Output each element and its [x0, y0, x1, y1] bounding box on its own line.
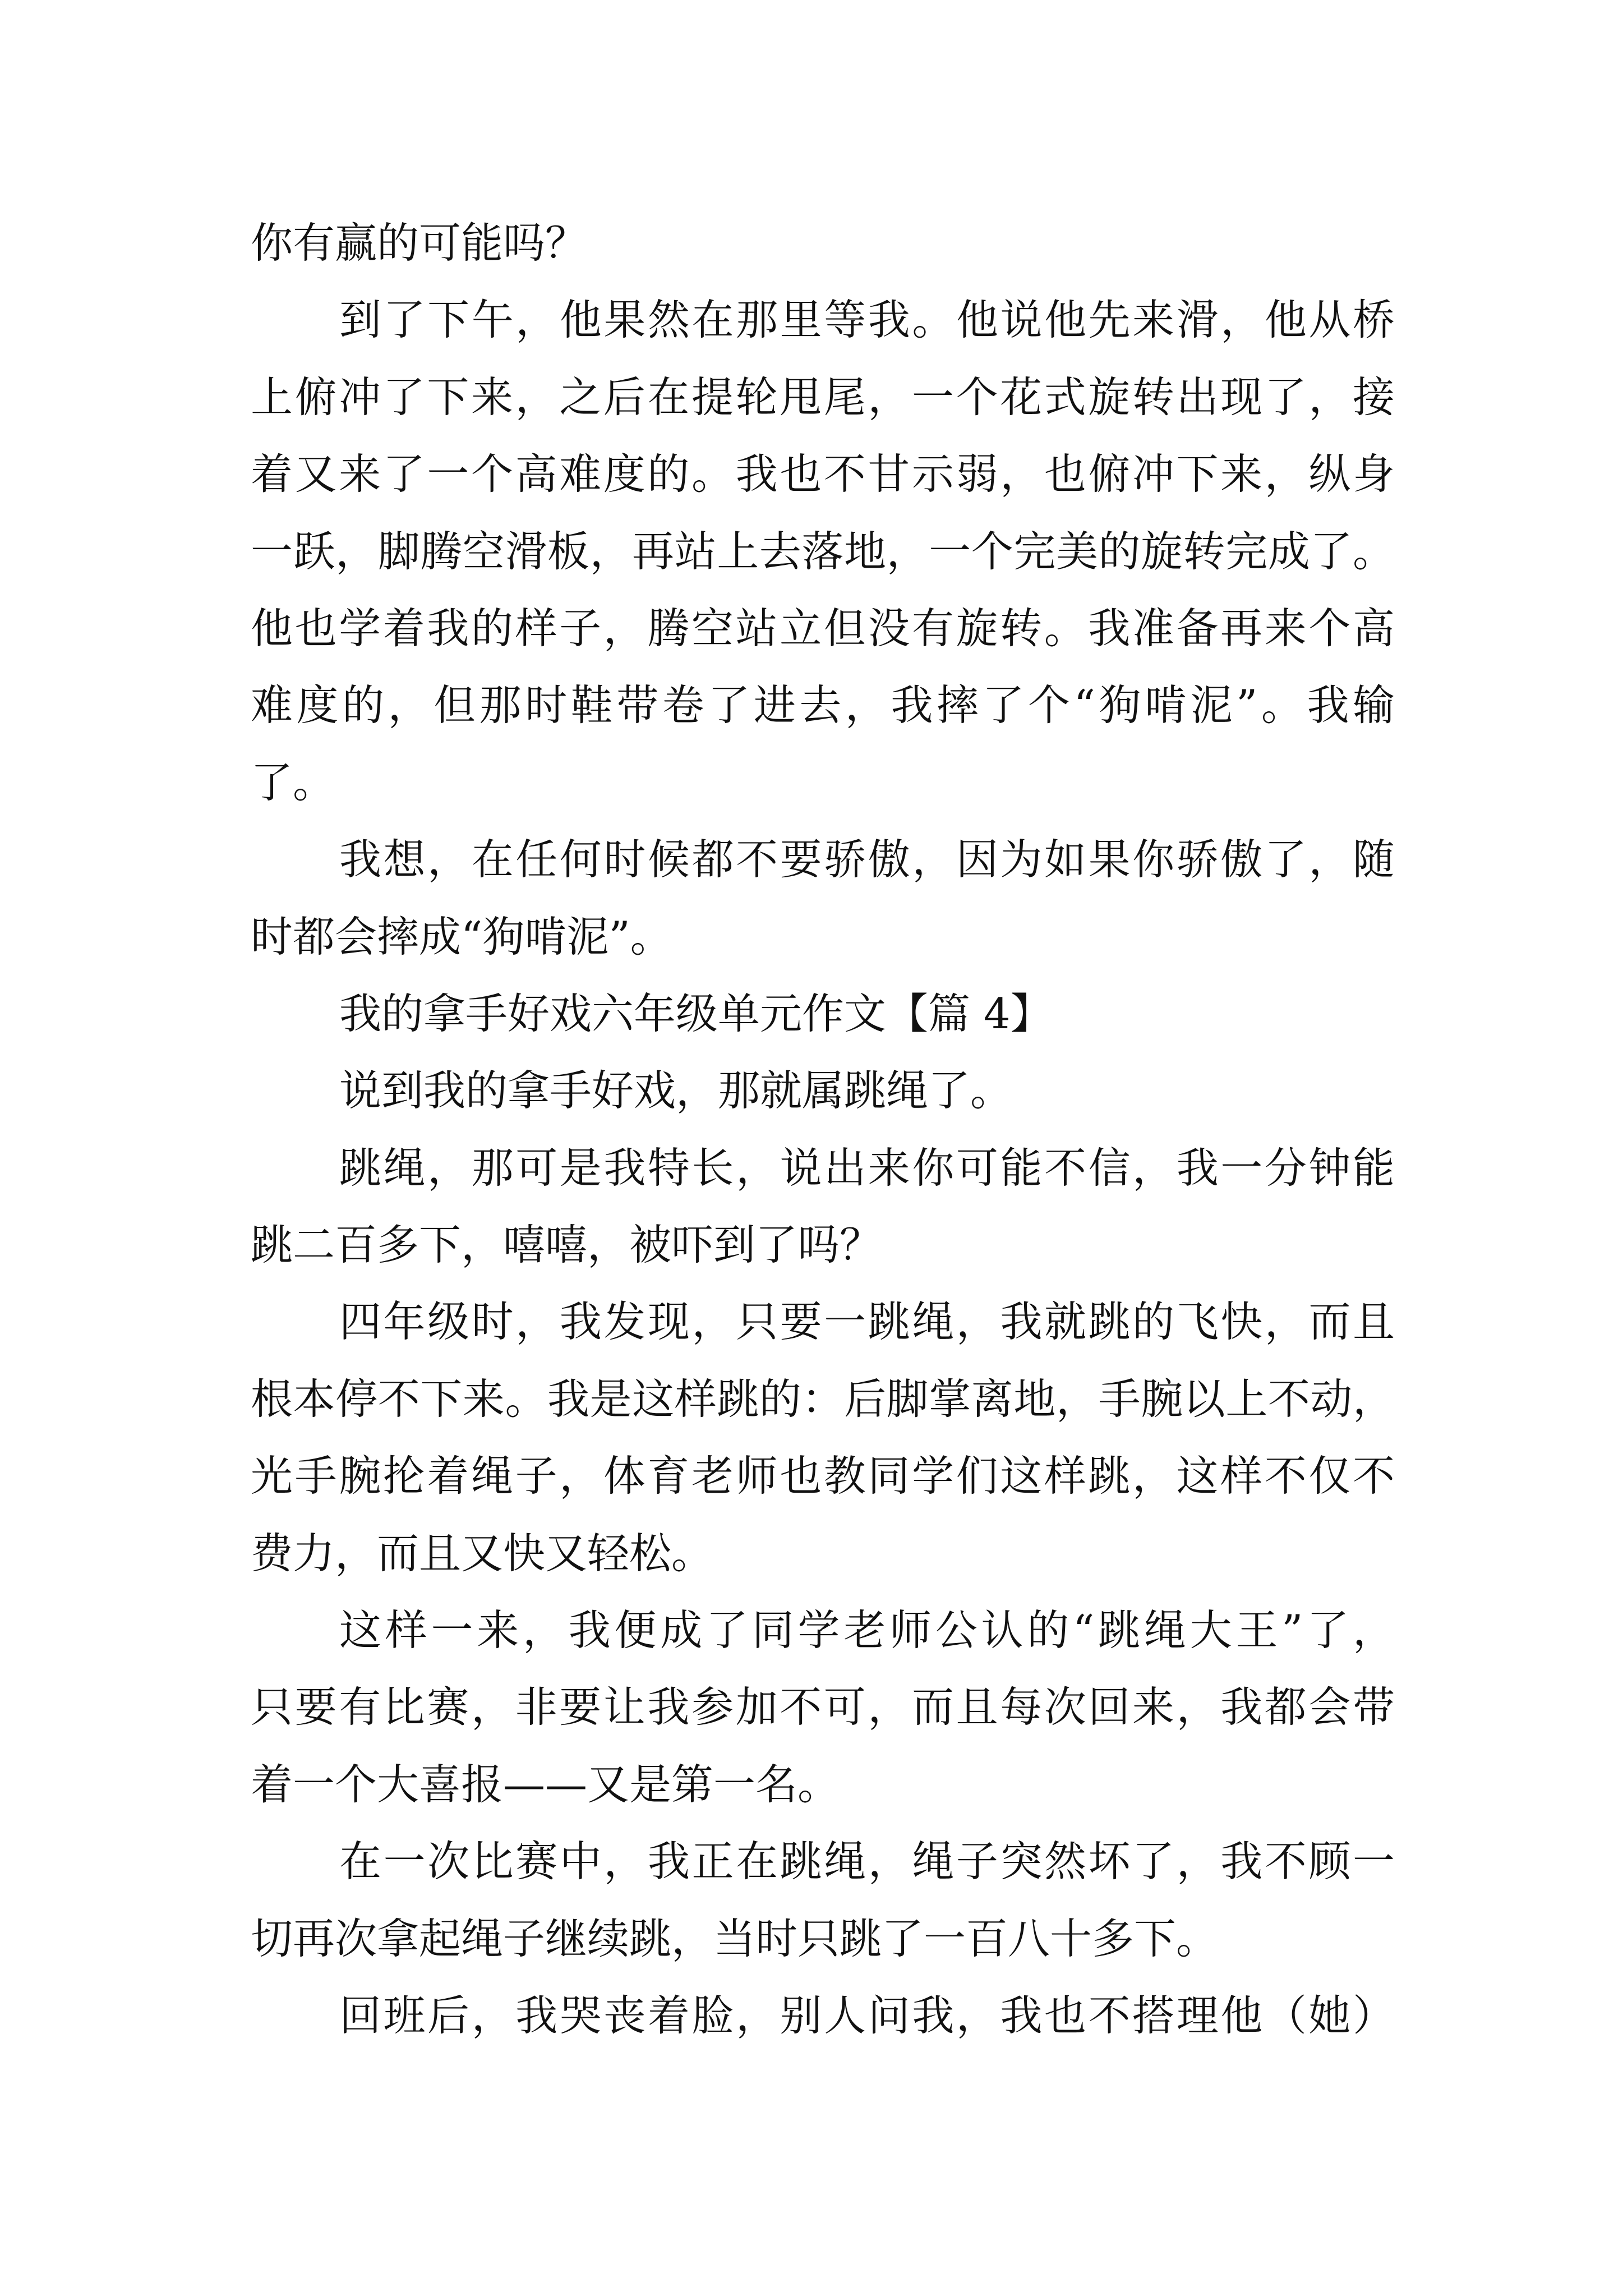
- text-line: 根本停不下来。我是这样跳的：后脚掌离地，手腕以上不动，: [251, 1374, 1395, 1424]
- text-line: 光手腕抡着绳子，体育老师也教同学们这样跳，这样不仅不: [251, 1451, 1395, 1501]
- paragraph-first-line: 说到我的拿手好戏，那就属跳绳了。: [339, 1066, 1013, 1116]
- paragraph-first-line: 在一次比赛中，我正在跳绳，绳子突然坏了，我不顾一: [339, 1837, 1395, 1887]
- text-line: 着又来了一个高难度的。我也不甘示弱，也俯冲下来，纵身: [251, 449, 1395, 499]
- paragraph-first-line: 我想，在任何时候都不要骄傲，因为如果你骄傲了，随: [339, 835, 1395, 885]
- text-line: 上俯冲了下来，之后在提轮甩尾，一个花式旋转出现了，接: [251, 372, 1395, 422]
- paragraph-first-line: 到了下午，他果然在那里等我。他说他先来滑，他从桥: [339, 295, 1395, 345]
- paragraph-first-line: 跳绳，那可是我特长，说出来你可能不信，我一分钟能: [339, 1143, 1395, 1193]
- text-line: 你有赢的可能吗？: [251, 218, 588, 268]
- paragraph-first-line: 这样一来，我便成了同学老师公认的“跳绳大王”了，: [339, 1605, 1395, 1655]
- section-title: 我的拿手好戏六年级单元作文【篇 4】: [339, 988, 1053, 1038]
- text-line: 难度的，但那时鞋带卷了进去，我摔了个“狗啃泥”。我输: [251, 680, 1395, 730]
- text-line: 费力，而且又快又轻松。: [251, 1528, 714, 1578]
- text-line: 时都会摔成“狗啃泥”。: [251, 912, 672, 961]
- paragraph-first-line: 回班后，我哭丧着脸，别人问我，我也不搭理他（她）: [339, 1990, 1395, 2040]
- text-line: 一跃，脚腾空滑板，再站上去落地，一个完美的旋转完成了。: [251, 526, 1395, 576]
- text-line: 了。: [251, 757, 335, 807]
- text-line: 他也学着我的样子，腾空站立但没有旋转。我准备再来个高: [251, 603, 1395, 653]
- document-body: [251, 205, 1395, 2054]
- text-line: 跳二百多下，嘻嘻，被吓到了吗？: [251, 1220, 882, 1270]
- paragraph-first-line: 四年级时，我发现，只要一跳绳，我就跳的飞快，而且: [339, 1297, 1395, 1347]
- text-line: 着一个大喜报——又是第一名。: [251, 1759, 840, 1809]
- text-line: 只要有比赛，非要让我参加不可，而且每次回来，我都会带: [251, 1682, 1395, 1732]
- text-line: 切再次拿起绳子继续跳，当时只跳了一百八十多下。: [251, 1913, 1219, 1963]
